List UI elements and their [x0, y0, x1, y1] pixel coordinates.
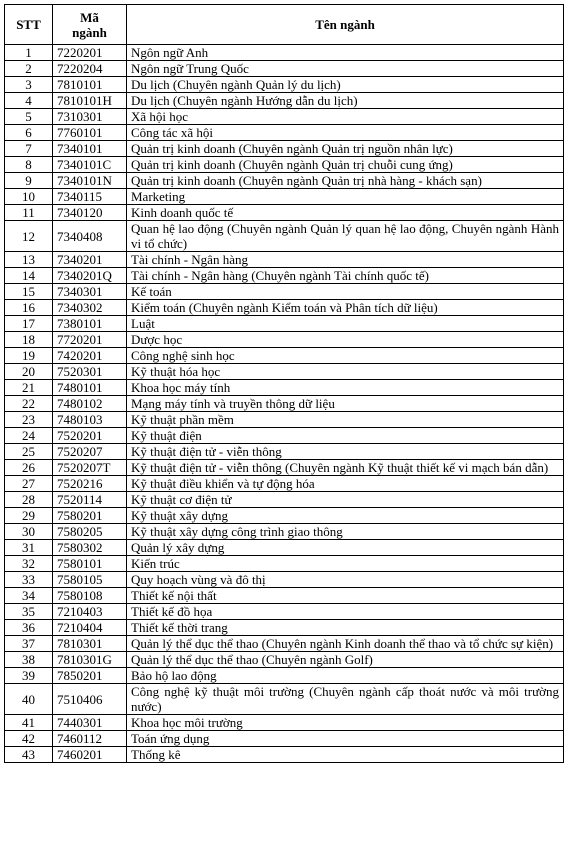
cell-stt: 26: [5, 460, 53, 476]
cell-ma-nganh: 7520207: [53, 444, 127, 460]
table-row: [5, 45, 564, 61]
cell-ma-nganh: 7480101: [53, 380, 127, 396]
table-row: [5, 556, 564, 572]
cell-stt: 5: [5, 109, 53, 125]
cell-stt: 41: [5, 715, 53, 731]
cell-ma-nganh: 7520201: [53, 428, 127, 444]
cell-ten-nganh: Mạng máy tính và truyền thông dữ liệu: [127, 396, 564, 412]
cell-stt: 27: [5, 476, 53, 492]
cell-ma-nganh: 7210404: [53, 620, 127, 636]
cell-ma-nganh: 7380101: [53, 316, 127, 332]
cell-ten-nganh: Kỹ thuật xây dựng công trình giao thông: [127, 524, 564, 540]
cell-ten-nganh: Quản lý xây dựng: [127, 540, 564, 556]
table-row: [5, 125, 564, 141]
cell-ma-nganh: 7580302: [53, 540, 127, 556]
cell-ma-nganh: 7520216: [53, 476, 127, 492]
cell-ten-nganh: Du lịch (Chuyên ngành Quản lý du lịch): [127, 77, 564, 93]
table-row: [5, 731, 564, 747]
cell-ten-nganh: Kiểm toán (Chuyên ngành Kiểm toán và Phân tích dữ liệu): [127, 300, 564, 316]
cell-stt: 24: [5, 428, 53, 444]
cell-stt: 35: [5, 604, 53, 620]
cell-ma-nganh: 7340101: [53, 141, 127, 157]
cell-ten-nganh: Xã hội học: [127, 109, 564, 125]
cell-stt: 18: [5, 332, 53, 348]
cell-ten-nganh: Kỹ thuật điều khiển và tự động hóa: [127, 476, 564, 492]
cell-stt: 42: [5, 731, 53, 747]
table-row: [5, 508, 564, 524]
table-row: [5, 747, 564, 763]
cell-ten-nganh: Kỹ thuật cơ điện tử: [127, 492, 564, 508]
cell-ma-nganh: 7580201: [53, 508, 127, 524]
cell-stt: 39: [5, 668, 53, 684]
table-row: [5, 412, 564, 428]
cell-ten-nganh: Toán ứng dụng: [127, 731, 564, 747]
cell-ma-nganh: 7810301: [53, 636, 127, 652]
cell-ma-nganh: 7340201Q: [53, 268, 127, 284]
cell-ten-nganh: Công nghệ sinh học: [127, 348, 564, 364]
cell-ten-nganh: Kiến trúc: [127, 556, 564, 572]
cell-ma-nganh: 7480102: [53, 396, 127, 412]
table-row: [5, 524, 564, 540]
cell-ten-nganh: Tài chính - Ngân hàng (Chuyên ngành Tài chính quốc tế): [127, 268, 564, 284]
cell-ma-nganh: 7850201: [53, 668, 127, 684]
cell-ma-nganh: 7510406: [53, 684, 127, 715]
cell-ma-nganh: 7440301: [53, 715, 127, 731]
cell-ma-nganh: 7810101H: [53, 93, 127, 109]
table-row: [5, 364, 564, 380]
cell-ma-nganh: 7340302: [53, 300, 127, 316]
table-row: [5, 268, 564, 284]
cell-stt: 17: [5, 316, 53, 332]
cell-ten-nganh: Kỹ thuật điện tử - viễn thông: [127, 444, 564, 460]
table-body: [5, 45, 564, 763]
cell-ten-nganh: Dược học: [127, 332, 564, 348]
cell-ten-nganh: Quan hệ lao động (Chuyên ngành Quản lý quan hệ lao động, Chuyên ngành Hành vi tổ chức): [127, 221, 564, 252]
table-row: [5, 396, 564, 412]
cell-ma-nganh: 7310301: [53, 109, 127, 125]
cell-ma-nganh: 7520301: [53, 364, 127, 380]
cell-stt: 9: [5, 173, 53, 189]
table-row: [5, 636, 564, 652]
cell-ma-nganh: 7460201: [53, 747, 127, 763]
cell-ma-nganh: 7340115: [53, 189, 127, 205]
table-row: [5, 93, 564, 109]
table-row: [5, 540, 564, 556]
cell-ma-nganh: 7220201: [53, 45, 127, 61]
cell-ten-nganh: Quản lý thể dục thể thao (Chuyên ngành Kinh doanh thể thao và tổ chức sự kiện): [127, 636, 564, 652]
table-row: [5, 668, 564, 684]
cell-stt: 14: [5, 268, 53, 284]
cell-ten-nganh: Kinh doanh quốc tế: [127, 205, 564, 221]
cell-stt: 21: [5, 380, 53, 396]
table-row: [5, 348, 564, 364]
cell-ten-nganh: Kỹ thuật điện: [127, 428, 564, 444]
cell-ma-nganh: 7720201: [53, 332, 127, 348]
cell-ten-nganh: Quản trị kinh doanh (Chuyên ngành Quản trị nguồn nhân lực): [127, 141, 564, 157]
cell-ten-nganh: Khoa học môi trường: [127, 715, 564, 731]
cell-ten-nganh: Quản trị kinh doanh (Chuyên ngành Quản trị nhà hàng - khách sạn): [127, 173, 564, 189]
table-row: [5, 428, 564, 444]
cell-stt: 25: [5, 444, 53, 460]
cell-stt: 22: [5, 396, 53, 412]
table-row: [5, 476, 564, 492]
cell-ten-nganh: Thiết kế thời trang: [127, 620, 564, 636]
cell-ma-nganh: 7340120: [53, 205, 127, 221]
cell-ma-nganh: 7210403: [53, 604, 127, 620]
cell-stt: 20: [5, 364, 53, 380]
cell-stt: 2: [5, 61, 53, 77]
table-row: [5, 715, 564, 731]
cell-stt: 19: [5, 348, 53, 364]
table-row: [5, 77, 564, 93]
table-row: [5, 444, 564, 460]
cell-ma-nganh: 7810101: [53, 77, 127, 93]
cell-stt: 13: [5, 252, 53, 268]
cell-ten-nganh: Ngôn ngữ Trung Quốc: [127, 61, 564, 77]
cell-ma-nganh: 7580108: [53, 588, 127, 604]
majors-table: [4, 4, 564, 763]
cell-ma-nganh: 7420201: [53, 348, 127, 364]
cell-stt: 7: [5, 141, 53, 157]
table-row: [5, 652, 564, 668]
cell-ten-nganh: Kỹ thuật xây dựng: [127, 508, 564, 524]
cell-stt: 33: [5, 572, 53, 588]
table-row: [5, 141, 564, 157]
cell-ma-nganh: 7220204: [53, 61, 127, 77]
table-row: [5, 588, 564, 604]
cell-ten-nganh: Thiết kế nội thất: [127, 588, 564, 604]
cell-ma-nganh: 7340408: [53, 221, 127, 252]
table-row: [5, 173, 564, 189]
cell-ten-nganh: Thiết kế đồ họa: [127, 604, 564, 620]
table-row: [5, 221, 564, 252]
cell-stt: 40: [5, 684, 53, 715]
cell-ten-nganh: Công tác xã hội: [127, 125, 564, 141]
table-row: [5, 604, 564, 620]
cell-stt: 36: [5, 620, 53, 636]
cell-ma-nganh: 7810301G: [53, 652, 127, 668]
cell-stt: 15: [5, 284, 53, 300]
table-row: [5, 189, 564, 205]
header-stt: STT: [5, 5, 53, 45]
table-row: [5, 684, 564, 715]
table-row: [5, 620, 564, 636]
table-row: [5, 61, 564, 77]
table-row: [5, 284, 564, 300]
cell-ten-nganh: Công nghệ kỹ thuật môi trường (Chuyên ngành cấp thoát nước và môi trường nước): [127, 684, 564, 715]
cell-ma-nganh: 7340201: [53, 252, 127, 268]
table-row: [5, 492, 564, 508]
cell-ma-nganh: 7520207T: [53, 460, 127, 476]
cell-ten-nganh: Bảo hộ lao động: [127, 668, 564, 684]
cell-ma-nganh: 7340301: [53, 284, 127, 300]
cell-stt: 1: [5, 45, 53, 61]
cell-stt: 12: [5, 221, 53, 252]
cell-stt: 37: [5, 636, 53, 652]
cell-ten-nganh: Quy hoạch vùng và đô thị: [127, 572, 564, 588]
cell-stt: 34: [5, 588, 53, 604]
cell-ten-nganh: Kỹ thuật hóa học: [127, 364, 564, 380]
table-row: [5, 380, 564, 396]
cell-ma-nganh: 7580205: [53, 524, 127, 540]
table-row: [5, 572, 564, 588]
cell-stt: 10: [5, 189, 53, 205]
cell-stt: 32: [5, 556, 53, 572]
cell-ma-nganh: 7480103: [53, 412, 127, 428]
cell-ten-nganh: Kỹ thuật phần mềm: [127, 412, 564, 428]
cell-stt: 16: [5, 300, 53, 316]
cell-ma-nganh: 7760101: [53, 125, 127, 141]
table-row: [5, 109, 564, 125]
header-ten-nganh: Tên ngành: [127, 5, 564, 45]
cell-stt: 38: [5, 652, 53, 668]
cell-ten-nganh: Kế toán: [127, 284, 564, 300]
cell-ma-nganh: 7580101: [53, 556, 127, 572]
cell-stt: 4: [5, 93, 53, 109]
cell-stt: 11: [5, 205, 53, 221]
cell-stt: 31: [5, 540, 53, 556]
cell-ten-nganh: Quản trị kinh doanh (Chuyên ngành Quản trị chuỗi cung ứng): [127, 157, 564, 173]
cell-stt: 3: [5, 77, 53, 93]
cell-ma-nganh: 7580105: [53, 572, 127, 588]
table-row: [5, 332, 564, 348]
cell-ten-nganh: Tài chính - Ngân hàng: [127, 252, 564, 268]
cell-ma-nganh: 7340101N: [53, 173, 127, 189]
cell-ten-nganh: Ngôn ngữ Anh: [127, 45, 564, 61]
header-ma-nganh: Mã ngành: [53, 5, 127, 45]
cell-ten-nganh: Luật: [127, 316, 564, 332]
table-header-row: [5, 5, 564, 45]
cell-ten-nganh: Marketing: [127, 189, 564, 205]
cell-ten-nganh: Khoa học máy tính: [127, 380, 564, 396]
cell-stt: 43: [5, 747, 53, 763]
cell-ma-nganh: 7520114: [53, 492, 127, 508]
document-page: [4, 4, 564, 763]
cell-stt: 23: [5, 412, 53, 428]
table-row: [5, 205, 564, 221]
cell-ten-nganh: Du lịch (Chuyên ngành Hướng dẫn du lịch): [127, 93, 564, 109]
table-row: [5, 460, 564, 476]
cell-stt: 6: [5, 125, 53, 141]
cell-stt: 8: [5, 157, 53, 173]
table-row: [5, 300, 564, 316]
table-row: [5, 157, 564, 173]
cell-ten-nganh: Kỹ thuật điện tử - viễn thông (Chuyên ngành Kỹ thuật thiết kế vi mạch bán dẫn): [127, 460, 564, 476]
cell-stt: 30: [5, 524, 53, 540]
cell-ma-nganh: 7460112: [53, 731, 127, 747]
cell-stt: 28: [5, 492, 53, 508]
cell-stt: 29: [5, 508, 53, 524]
cell-ten-nganh: Quản lý thể dục thể thao (Chuyên ngành Golf): [127, 652, 564, 668]
cell-ma-nganh: 7340101C: [53, 157, 127, 173]
table-row: [5, 252, 564, 268]
cell-ten-nganh: Thống kê: [127, 747, 564, 763]
table-row: [5, 316, 564, 332]
